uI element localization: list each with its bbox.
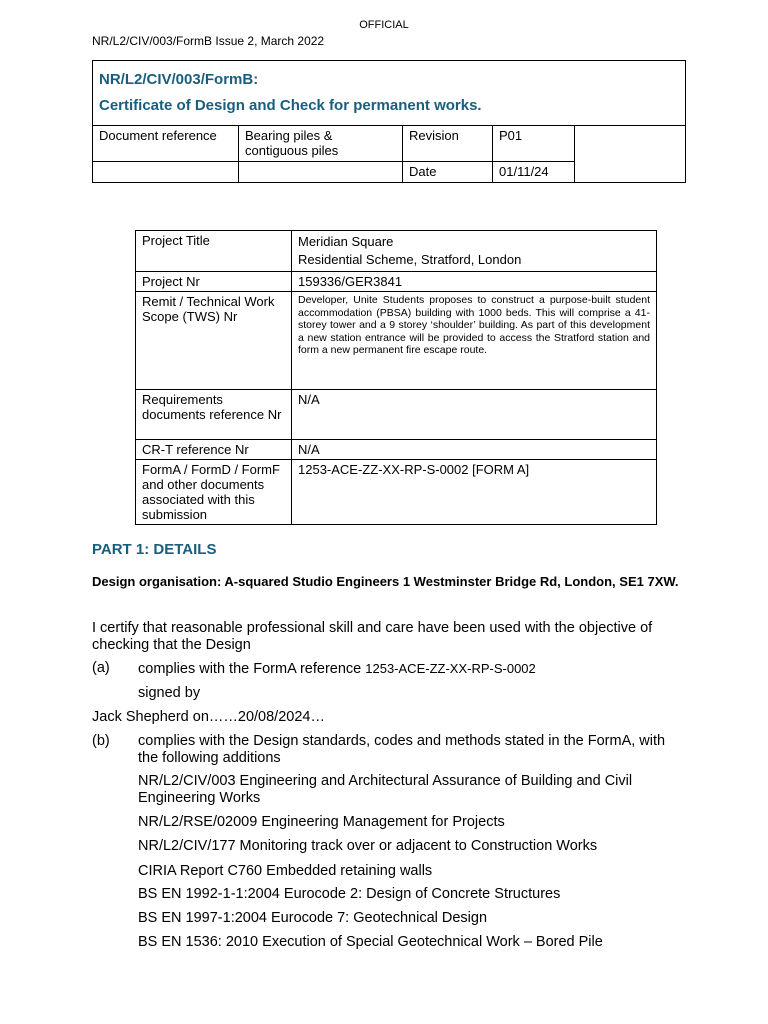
standard-item: NR/L2/RSE/02009 Engineering Management for Projects xyxy=(138,814,505,830)
revision-value: P01 xyxy=(493,126,575,162)
signed-by: signed by xyxy=(138,685,201,701)
crt-value: N/A xyxy=(292,440,657,460)
doc-ref-value: Bearing piles & contiguous piles xyxy=(239,126,403,162)
forma-label: FormA / FormD / FormF and other documents associated with this submission xyxy=(136,460,292,525)
document-issue: NR/L2/CIV/003/FormB Issue 2, March 2022 xyxy=(92,34,325,48)
form-title-cell xyxy=(93,61,686,126)
signer: Jack Shepherd on……20/08/2024… xyxy=(92,709,325,725)
date-label: Date xyxy=(403,162,493,183)
standard-item: NR/L2/CIV/177 Monitoring track over or adjacent to Construction Works xyxy=(138,838,598,854)
forma-reference: 1253-ACE-ZZ-XX-RP-S-0002 xyxy=(365,661,536,676)
standard-item: NR/L2/CIV/003 Engineering and Architectural Assurance of Building and Civil Engineering Works xyxy=(138,773,633,806)
design-organisation: Design organisation: A-squared Studio Engineers 1 Westminster Bridge Rd, London, SE1 7XW. xyxy=(92,574,679,589)
requirements-label: Requirements documents reference Nr xyxy=(136,390,292,440)
revision-label: Revision xyxy=(403,126,493,162)
form-header-table xyxy=(92,60,686,183)
standard-item: BS EN 1992-1-1:2004 Eurocode 2: Design of Concrete Structures xyxy=(138,886,561,902)
forma-value: 1253-ACE-ZZ-XX-RP-S-0002 [FORM A] xyxy=(292,460,657,525)
standard-item: BS EN 1997-1:2004 Eurocode 7: Geotechnical Design xyxy=(138,910,488,926)
project-nr-label: Project Nr xyxy=(136,272,292,292)
item-a-label: (a) xyxy=(92,660,110,676)
project-details-table xyxy=(135,230,657,525)
project-title-value xyxy=(292,231,657,272)
crt-label: CR-T reference Nr xyxy=(136,440,292,460)
form-title: Certificate of Design and Check for permanent works. xyxy=(99,97,482,114)
empty-cell xyxy=(93,162,239,183)
empty-cell xyxy=(239,162,403,183)
part-heading: PART 1: DETAILS xyxy=(92,541,217,558)
project-title-line: Meridian Square xyxy=(298,234,394,249)
project-title-label: Project Title xyxy=(136,231,292,272)
item-a-desc: complies with the FormA reference xyxy=(138,661,366,677)
project-nr-value: 159336/GER3841 xyxy=(292,272,657,292)
blank-cell xyxy=(575,126,686,183)
standard-item: CIRIA Report C760 Embedded retaining walls xyxy=(138,863,433,879)
project-title-line: Residential Scheme, Stratford, London xyxy=(298,252,522,267)
item-a-text xyxy=(138,660,678,678)
classification-label: OFFICIAL xyxy=(359,19,409,31)
form-code: NR/L2/CIV/003/FormB: xyxy=(99,71,259,88)
item-b-text: complies with the Design standards, codes and methods stated in the FormA, with the following additions xyxy=(138,733,666,766)
doc-ref-label: Document reference xyxy=(93,126,239,162)
date-value: 01/11/24 xyxy=(493,162,575,183)
certify-text: I certify that reasonable professional skill and care have been used with the objective of checking that the Design xyxy=(92,620,653,653)
item-b-label: (b) xyxy=(92,733,110,749)
remit-value: Developer, Unite Students proposes to construct a purpose-built student accommodation (PBSA) building with 1000 beds. This will comprise a 41-storey tower and a 9 storey ‘shoulder’ building. As part of this development a new station entrance will be provided to access the Stratford station and form a new permanent fire escape route. xyxy=(292,292,657,390)
remit-label: Remit / Technical Work Scope (TWS) Nr xyxy=(136,292,292,390)
requirements-value: N/A xyxy=(292,390,657,440)
standard-item: BS EN 1536: 2010 Execution of Special Geotechnical Work – Bored Pile xyxy=(138,934,603,950)
